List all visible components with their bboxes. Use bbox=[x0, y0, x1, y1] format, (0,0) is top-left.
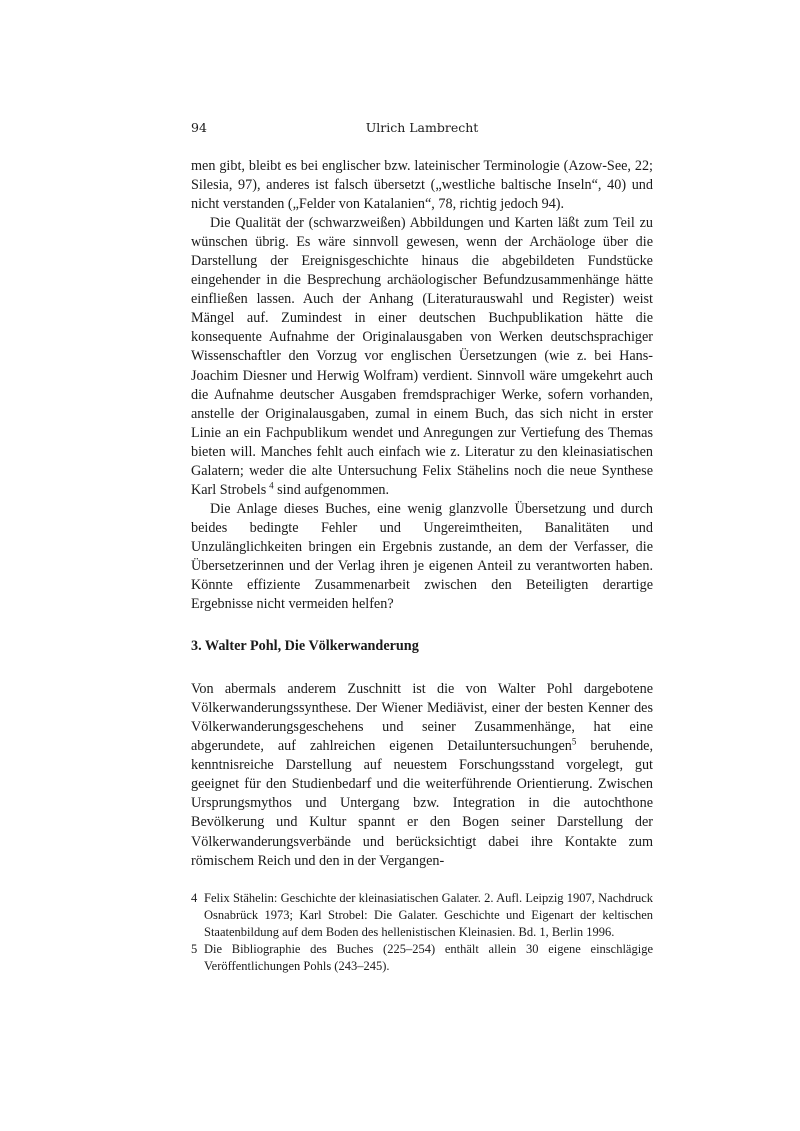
section-heading: 3. Walter Pohl, Die Völkerwanderung bbox=[191, 638, 419, 655]
paragraph-pohl bbox=[191, 680, 653, 870]
paragraph-text: Von abermals anderem Zuschnitt ist die von Walter Pohl dargebotene Völkerwanderungssynthese. Der Wiener Mediävist, einer der besten Kenner des Völkerwanderungsgeschehens und seiner Zusammenhänge, hat eine abgerundete, auf zahlreichen eigenen Detailuntersuchungen bbox=[191, 681, 653, 755]
body-text bbox=[191, 157, 653, 871]
footnotes bbox=[191, 890, 653, 975]
footnote-number: 5 bbox=[191, 941, 198, 956]
paragraph-text: men gibt, bleibt es bei englischer bzw. lateinischer Terminologie (Azow-See, 22; Silesia, 97), anderes ist falsch übersetzt („westliche baltische Inseln“, 40) und nicht verstanden („Felder von Katalanien“, 78, richtig jedoch 94). bbox=[191, 158, 653, 213]
page-number: 94 bbox=[191, 120, 207, 135]
page-content bbox=[191, 118, 653, 975]
footnote-4 bbox=[191, 890, 653, 941]
paragraph-text: sind aufgenommen. bbox=[273, 481, 390, 498]
footnote-text: Die Bibliographie des Buches (225–254) enthält allein 30 eigene einschlägige Veröffentlichungen Pohls (243–245). bbox=[204, 941, 653, 973]
paragraph-text: beruhende, kenntnisreiche Darstellung auf neuestem Forschungsstand vorgelegt, gut geeignet für den Studienbedarf und die weiterführende Orientierung. Zwischen Ursprungsmythos und Untergang bzw. Integration in die autochthone Bevölkerung und Kultur spannt er den Bogen seiner Darstellung der Völkerwanderungsverbände und berücksichtigt dabei ihre Kontakte zum römischem Reich und den in der Vergangen- bbox=[191, 738, 654, 869]
paragraph-conclusion bbox=[191, 500, 653, 614]
footnote-text: Felix Stähelin: Geschichte der kleinasiatischen Galater. 2. Aufl. Leipzig 1907, Nachdruck Osnabrück 1973; Karl Strobel: Die Galater. Geschichte und Eigenart der keltischen Staatenbildung auf dem Boden des hellenistischen Kleinasien. Bd. 1, Berlin 1996. bbox=[204, 890, 653, 939]
footnote-ref-4[interactable]: 4 bbox=[269, 480, 274, 491]
footnote-5 bbox=[191, 941, 653, 975]
running-head bbox=[191, 118, 653, 138]
paragraph-illustrations bbox=[191, 214, 653, 500]
running-head-author: Ulrich Lambrecht bbox=[365, 120, 479, 135]
paragraph-continued bbox=[191, 157, 653, 214]
footnote-ref-5[interactable]: 5 bbox=[571, 736, 577, 747]
footnote-number: 4 bbox=[191, 890, 198, 905]
paragraph-text: Die Qualität der (schwarzweißen) Abbildungen und Karten läßt zum Teil zu wünschen übrig. Es wäre sinnvoll gewesen, wenn der Archäologe über die Darstellung der Ereignisgeschichte hinaus die abgebildeten Fundstücke eingehender in die Besprechung archäologischer Befundzusammenhänge hätte einfließen lassen. Auch der Anhang (Literaturauswahl und Register) weist Mängel auf. Zumindest in einer deutschen Buchpublikation hätte die konsequente Aufnahme der Originalausgaben von Werken deutschsprachiger Wissenschaftler den Vorzug vor englischen Üersetzungen (wie z. bei Hans-Joachim Diesner und Herwig Wolfram) verdient. Sinnvoll wäre umgekehrt auch die Aufnahme deutscher Ausgaben fremdsprachiger Werke, sofern vorhanden, anstelle der Originalausgaben, zumal in einem Buch, das sich nicht in erster Linie an ein Fachpublikum wendet und Anregungen zur Vertiefung des Themas bieten will. Manches fehlt auch einfach wie z. Literatur zu den kleinasiatischen Galatern; weder die alte Untersuchung Felix Stähelins noch die neue Synthese Karl Strobels bbox=[191, 215, 653, 498]
paragraph-text: Die Anlage dieses Buches, eine wenig glanzvolle Übersetzung und durch beides bedingte Fehler und Ungereimtheiten, Banalitäten und Unzulänglichkeiten bringen ein Ergebnis zustande, an dem der Verfasser, die Übersetzerinnen und der Verlag ihren je eigenen Anteil zu verantworten haben. Könnte effiziente Zusammenarbeit zwischen den Beteiligten derartige Ergebnisse nicht vermeiden helfen? bbox=[191, 500, 653, 613]
